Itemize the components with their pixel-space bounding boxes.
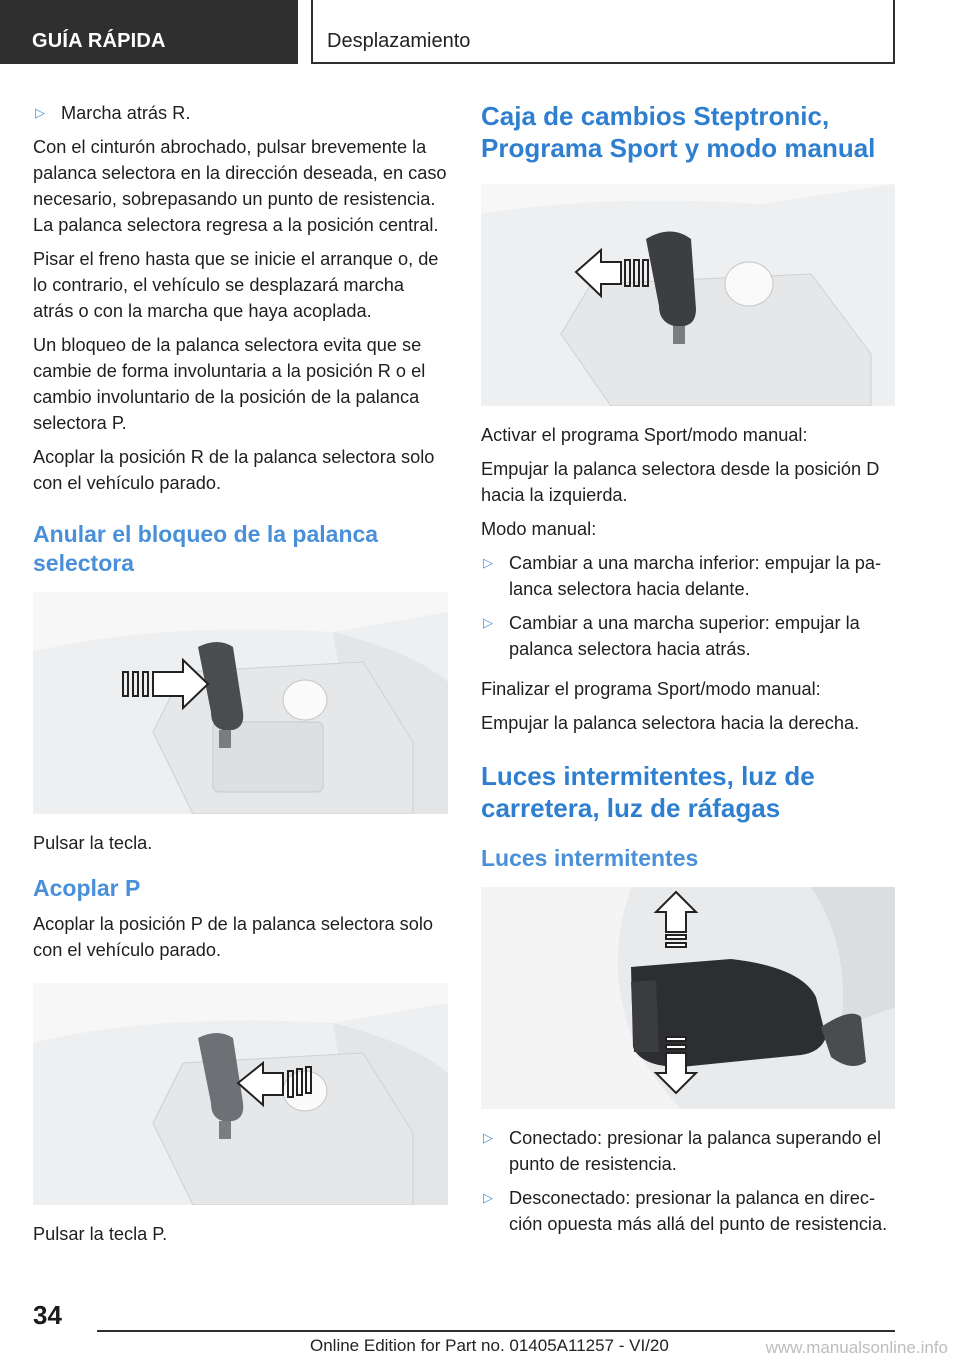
watermark-text: www.manualsonline.info xyxy=(765,1338,948,1357)
heading-lights: Luces intermitentes, luz de carretera, luz de ráfagas xyxy=(481,761,815,823)
bullet-downshift: ▷ Cambiar a una marcha inferior: empujar la palanca selectora hacia delante. xyxy=(481,550,895,602)
header-chapter-box xyxy=(311,0,895,64)
header-section-tab xyxy=(0,0,298,64)
bullet-upshift: ▷ Cambiar a una marcha superior: empujar la palanca selectora hacia atrás. xyxy=(481,610,895,662)
figure-turn-signal-stalk xyxy=(481,887,895,1109)
caption-press-p-button: Pulsar la tecla P. xyxy=(33,1224,168,1244)
caption-press-button: Pulsar la tecla. xyxy=(33,833,153,853)
figure-steptronic-selector xyxy=(481,184,895,406)
page-number: 34 xyxy=(33,1300,62,1330)
paragraph-activate-sport: Activar el programa Sport/modo manual: xyxy=(481,425,808,445)
right-column xyxy=(481,100,895,1245)
paragraph-park-stopped: Acoplar la posición P de la palanca selectora solo con el vehículo parado. xyxy=(33,914,434,960)
paragraph-manual-mode: Modo manual: xyxy=(481,519,597,539)
footer-edition: Online Edition for Part no. 01405A11257 - VI/20 xyxy=(310,1336,669,1355)
bullet-signal-off: ▷ Desconectado: presionar la palanca en dirección opuesta más allá del punto de resistencia. xyxy=(481,1185,895,1237)
heading-unlock-selector: Anular el bloqueo de la palanca selectora xyxy=(33,521,379,576)
bullet-reverse: ▷ Marcha atrás R. xyxy=(33,100,448,126)
triangle-right-icon: ▷ xyxy=(483,1190,493,1205)
paragraph-interlock: Un bloqueo de la palanca selectora evita que se cambie de forma involuntaria a la posición R o el cambio involuntario de la posición de la palanca selectora P. xyxy=(33,335,426,433)
heading-engage-park: Acoplar P xyxy=(33,875,141,901)
figure-park-button xyxy=(33,983,448,1205)
triangle-right-icon: ▷ xyxy=(35,105,45,120)
triangle-right-icon: ▷ xyxy=(483,1130,493,1145)
bullet-signal-on: ▷ Conectado: presionar la palanca superando el punto de resistencia. xyxy=(481,1125,895,1177)
paragraph-brake: Pisar el freno hasta que se inicie el arranque o, de lo contrario, el vehículo se desplazará marcha atrás o con la marcha que haya acoplada. xyxy=(33,249,439,321)
paragraph-reverse-stopped: Acoplar la posición R de la palanca selectora solo con el vehículo parado. xyxy=(33,447,435,493)
heading-turn-signals: Luces intermitentes xyxy=(481,845,699,871)
header-chapter-label: Desplazamiento xyxy=(327,30,471,52)
paragraph-push-right: Empujar la palanca selectora hacia la derecha. xyxy=(481,713,860,733)
left-column xyxy=(33,100,448,1255)
figure-unlock-button xyxy=(33,592,448,814)
footer-divider xyxy=(97,1330,895,1332)
triangle-right-icon: ▷ xyxy=(483,555,493,570)
heading-steptronic: Caja de cambios Steptronic, Programa Sport y modo manual xyxy=(481,101,876,163)
paragraph-push-left: Empujar la palanca selectora desde la posición D hacia la izquierda. xyxy=(481,459,880,505)
triangle-right-icon: ▷ xyxy=(483,615,493,630)
paragraph-seatbelt: Con el cinturón abrochado, pulsar brevemente la palanca selectora en la dirección deseada, en caso necesario, sobrepasando un punto de resistencia. La palanca selectora regresa a la posición central. xyxy=(33,137,447,235)
paragraph-finish-sport: Finalizar el programa Sport/modo manual: xyxy=(481,679,821,699)
header-section-label: GUÍA RÁPIDA xyxy=(32,30,166,52)
